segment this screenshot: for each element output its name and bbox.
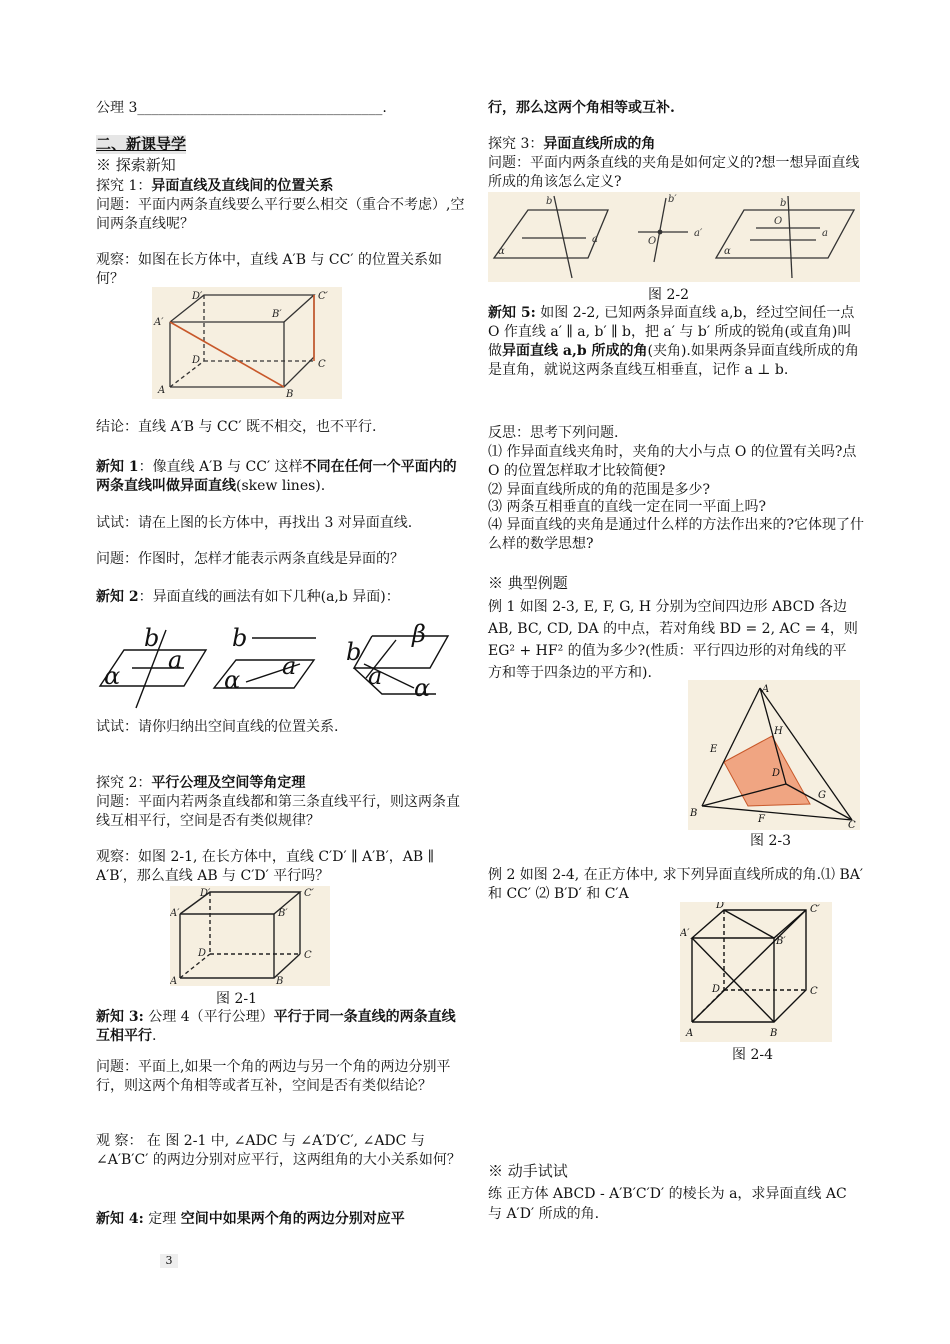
svg-text:O: O [774,216,783,227]
svg-text:D: D [192,355,201,366]
svg-text:b: b [780,198,787,209]
observe3: 观 察： 在 图 2-1 中, ∠ADC 与 ∠A′D′C′, ∠ADC 与 ∠A′B′C′ 的两边分别对应平行，这两组角的大小关系如何？ [96,1133,461,1168]
svg-text:b: b [144,624,160,652]
svg-text:b: b [232,624,248,652]
try1: 试试：请在上图的长方体中，再找出 3 对异面直线. [96,515,413,531]
page-number: 3 [160,1254,178,1268]
conclusion: 结论：直线 A′B 与 CC′ 既不相交，也不平行. [96,419,377,435]
svg-text:A′: A′ [170,908,180,919]
svg-text:β: β [412,620,426,648]
try2: 试试：请你归纳出空间直线的位置关系. [96,719,339,735]
svg-text:α: α [224,666,241,694]
figure-2-2 [488,192,860,282]
explore1-title: 探究 1：异面直线及直线间的位置关系 [96,178,334,194]
svg-text:a: a [822,228,828,239]
svg-text:E: E [710,744,718,755]
svg-text:D: D [772,768,781,779]
svg-text:C′: C′ [810,904,820,915]
reflection-1: ⑴ 作异面直线夹角时，夹角的大小与点 O 的位置有关吗?点 O 的位置怎样取才比较简便? [488,444,857,479]
figure-2-3 [688,680,860,830]
svg-text:A: A [762,684,770,695]
svg-text:B′: B′ [278,908,288,919]
svg-text:α: α [498,246,505,257]
cuboid-figure-2-1 [170,886,330,986]
svg-text:H: H [774,726,783,737]
example-2: 例 2 如图 2-4, 在正方体中, 求下列异面直线所成的角.⑴ BA′ 和 CC′ ⑵ B′D′ 和 C′A [488,867,864,902]
explore2-title: 探究 2：平行公理及空间等角定理 [96,775,306,791]
svg-text:O: O [648,236,657,247]
svg-text:a: a [592,234,598,245]
section-title: 二、新课导学 [96,135,187,153]
new-knowledge-3: 新知 3: 公理 4（平行公理）平行于同一条直线的两条直线互相平行. [96,1009,456,1044]
cuboid-figure-1 [152,287,342,399]
skew-lines-drawings [96,620,466,712]
caption-2-1: 图 2-1 [216,991,257,1007]
svg-text:G: G [818,790,826,801]
explore-header: ※ 探索新知 [96,156,176,174]
svg-text:F: F [758,814,765,825]
axiom3: 公理 3___________________________________. [96,100,387,116]
new-knowledge-1: 新知 1：像直线 A′B 与 CC′ 这样不同在任何一个平面内的两条直线叫做异面直线(skew lines). [96,459,457,494]
new-knowledge-2: 新知 2：异面直线的画法有如下几种(a,b 异面)： [96,589,400,605]
examples-header: ※ 典型例题 [488,574,568,592]
svg-text:D: D [712,984,721,995]
svg-text:a: a [168,646,183,674]
question2: 问题：作图时，怎样才能表示两条直线是异面的？ [96,551,404,567]
svg-text:α: α [414,674,431,702]
svg-text:b′: b′ [668,194,677,205]
svg-text:D′: D′ [200,888,211,899]
svg-text:C: C [318,359,326,370]
svg-text:D: D [198,948,207,959]
new-knowledge-5: 新知 5: 如图 2-2, 已知两条异面直线 a,b，经过空间任一点 O 作直线 a′ ∥ a, b′ ∥ b，把 a′ 与 b′ 所成的锐角(或直角)叫做异面直线 a,b 所成的角(夹角).如果两条异面直线所成的角是直角，就说这两条直线互相垂直，记作 a ⊥ b. [488,305,859,378]
svg-text:α: α [104,662,121,690]
svg-text:C′: C′ [318,291,328,302]
practice-header: ※ 动手试试 [488,1162,568,1180]
svg-text:B′: B′ [776,936,786,947]
svg-text:B: B [286,389,294,399]
svg-text:D′: D′ [192,291,203,302]
svg-text:B: B [276,976,284,986]
svg-text:B′: B′ [272,309,282,320]
svg-text:C: C [810,986,818,997]
svg-text:C: C [848,820,856,830]
reflection-3: ⑶ 两条互相垂直的直线一定在同一平面上吗? [488,499,766,515]
reflection-4: ⑷ 异面直线的夹角是通过什么样的方法作出来的?它体现了什么样的数学思想? [488,517,864,552]
question5: 问题：平面内两条直线的夹角是如何定义的?想一想异面直线所成的角该怎么定义? [488,155,860,190]
svg-text:B: B [690,808,698,819]
svg-text:B: B [770,1028,778,1039]
caption-2-2: 图 2-2 [648,287,689,303]
example-1: 例 1 如图 2-3, E, F, G, H 分别为空间四边形 ABCD 各边 AB, BC, CD, DA 的中点，若对角线 BD = 2, AC = 4，则 EG² + HF² 的值为多少?(性质：平行四边形的对角线的平方和等于四条边的平方和). [488,599,858,681]
practice: 练 正方体 ABCD - A′B′C′D′ 的棱长为 a，求异面直线 AC 与 A′D′ 所成的角. [488,1186,847,1222]
svg-text:A: A [170,976,178,986]
svg-text:C′: C′ [304,888,314,899]
caption-2-4: 图 2-4 [732,1047,773,1063]
svg-text:a′: a′ [694,228,703,239]
svg-text:b: b [346,638,362,666]
svg-text:A: A [686,1028,694,1039]
svg-text:A′: A′ [680,928,690,939]
reflection-title: 反思：思考下列问题. [488,425,619,441]
observe2: 观察：如图 2-1, 在长方体中，直线 C′D′ ∥ A′B′，AB ∥ A′B′，那么直线 AB 与 C′D′ 平行吗？ [96,849,435,884]
svg-text:D′: D′ [716,902,727,911]
question1: 问题：平面内两条直线要么平行要么相交（重合不考虑）,空间两条直线呢？ [96,197,465,232]
svg-text:a: a [368,662,383,690]
svg-text:b: b [546,196,553,207]
svg-text:A′: A′ [154,317,164,328]
new-knowledge-4: 新知 4: 定理 空间中如果两个角的两边分别对应平 [96,1211,405,1227]
explore3-title: 探究 3：异面直线所成的角 [488,136,656,152]
question3: 问题：平面内若两条直线都和第三条直线平行，则这两条直线互相平行，空间是否有类似规律？ [96,794,460,829]
reflection-2: ⑵ 异面直线所成的角的范围是多少? [488,482,710,498]
question4: 问题：平面上,如果一个角的两边与另一个角的两边分别平行，则这两个角相等或者互补，空间是否有类似结论？ [96,1059,451,1094]
figure-2-4 [680,902,832,1042]
svg-text:C: C [304,950,312,961]
svg-text:A: A [158,385,166,396]
observe1: 观察：如图在长方体中，直线 A′B 与 CC′ 的位置关系如何？ [96,252,442,287]
svg-text:a: a [282,652,297,680]
svg-text:α: α [724,246,731,257]
theorem-continued: 行，那么这两个角相等或互补. [488,100,675,116]
caption-2-3: 图 2-3 [750,833,791,849]
